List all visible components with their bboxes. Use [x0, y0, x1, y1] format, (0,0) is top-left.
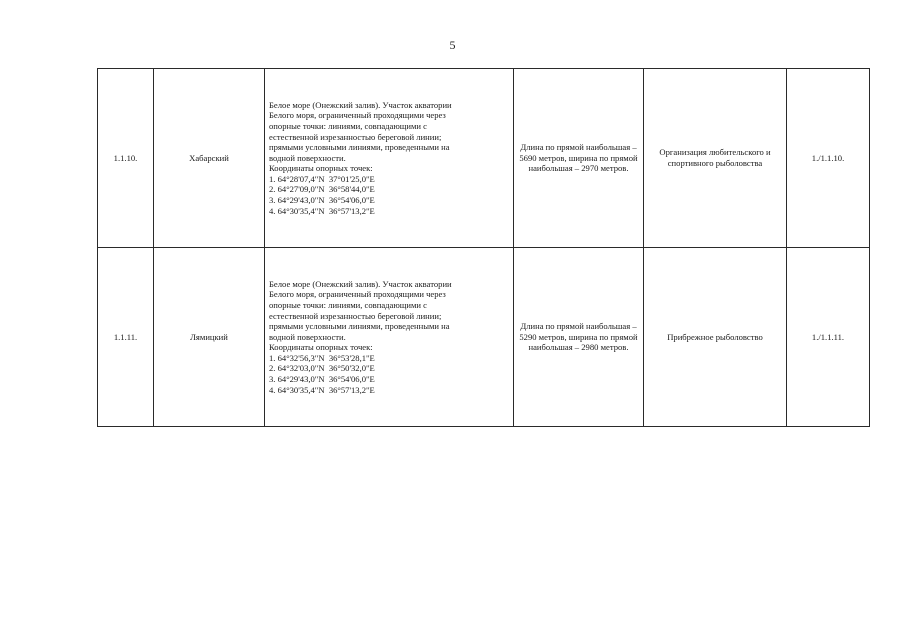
description-line: естественной изрезанностью береговой линии; [269, 131, 442, 142]
description-line: Белое море (Онежский залив). Участок акватории [269, 99, 452, 110]
description-line: Белое море (Онежский залив). Участок акватории [269, 278, 452, 289]
description-line: водной поверхности. [269, 152, 346, 163]
description-line: естественной изрезанностью береговой линии; [269, 310, 442, 321]
coordinate-point: 2. 64°32'03,0"N 36°50'32,0"E [269, 363, 375, 374]
area-description [265, 248, 514, 427]
area-number: 1.1.11. [98, 248, 154, 427]
area-size: Длина по прямой наибольшая – 5690 метров, ширина по прямой наибольшая – 2970 метров. [514, 69, 644, 248]
description-line: опорные точки: линиями, совпадающими с [269, 299, 427, 310]
description-line: водной поверхности. [269, 331, 346, 342]
description-line: Белого моря, ограниченный проходящими через [269, 110, 446, 121]
coordinate-point: 1. 64°32'56,3"N 36°53'28,1"E [269, 352, 375, 363]
coordinates-label: Координаты опорных точек: [269, 342, 373, 353]
area-reference: 1./1.1.11. [787, 248, 870, 427]
description-line: прямыми условными линиями, проведенными на [269, 142, 450, 153]
coordinate-point: 4. 64°30'35,4"N 36°57'13,2"E [269, 205, 375, 216]
description-line: прямыми условными линиями, проведенными на [269, 321, 450, 332]
table-row [98, 69, 870, 248]
area-name: Лямицкий [154, 248, 265, 427]
page-number: 5 [449, 38, 456, 52]
coordinate-point: 4. 64°30'35,4"N 36°57'13,2"E [269, 384, 375, 395]
area-description [265, 69, 514, 248]
area-reference: 1./1.1.10. [787, 69, 870, 248]
coordinate-point: 3. 64°29'43,0"N 36°54'06,0"E [269, 374, 375, 385]
coordinate-point: 1. 64°28'07,4"N 37°01'25,0"E [269, 173, 375, 184]
fishing-areas-table [97, 68, 870, 427]
coordinate-point: 3. 64°29'43,0"N 36°54'06,0"E [269, 195, 375, 206]
area-use-purpose: Прибрежное рыболовство [644, 248, 787, 427]
table-row [98, 248, 870, 427]
description-line: опорные точки: линиями, совпадающими с [269, 120, 427, 131]
area-use-purpose: Организация любительского и спортивного рыболовства [644, 69, 787, 248]
area-number: 1.1.10. [98, 69, 154, 248]
area-name: Хабарский [154, 69, 265, 248]
area-size: Длина по прямой наибольшая – 5290 метров, ширина по прямой наибольшая – 2980 метров. [514, 248, 644, 427]
coordinate-point: 2. 64°27'09,0"N 36°58'44,0"E [269, 184, 375, 195]
description-line: Белого моря, ограниченный проходящими через [269, 289, 446, 300]
coordinates-label: Координаты опорных точек: [269, 163, 373, 174]
